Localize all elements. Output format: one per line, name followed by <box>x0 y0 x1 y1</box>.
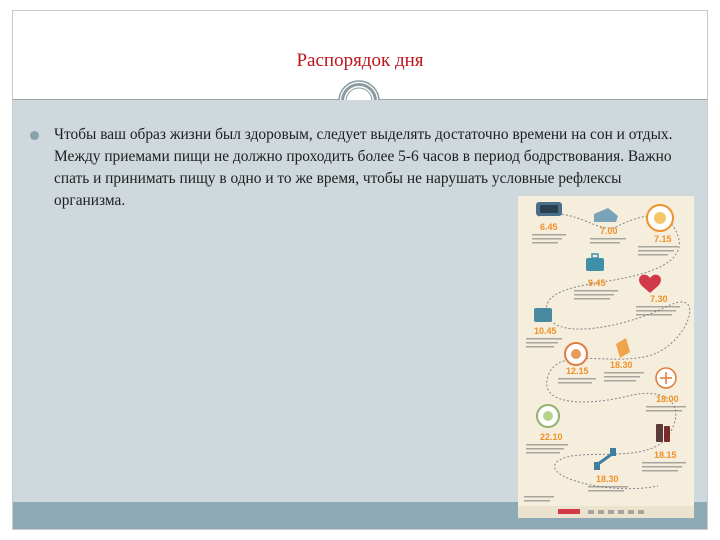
briefcase-icon <box>586 254 604 271</box>
time-label: 9.45 <box>588 278 606 288</box>
time-label: 7.30 <box>650 294 668 304</box>
caption-text-lines <box>524 234 686 502</box>
slide-title: Распорядок дня <box>296 50 424 71</box>
heart-icon <box>639 275 661 293</box>
logo-mark <box>558 509 580 514</box>
dinner-plate-icon <box>537 405 559 427</box>
time-label: 7.00 <box>600 226 618 236</box>
infographic-graphics <box>518 196 694 518</box>
breakfast-plate-icon <box>647 205 673 231</box>
time-label: 18.30 <box>610 360 633 370</box>
time-label: 18.15 <box>654 450 677 460</box>
daily-routine-infographic <box>518 196 694 518</box>
alarm-clock-icon <box>536 202 562 216</box>
sports-icon <box>656 368 676 388</box>
time-label: 10.45 <box>534 326 557 336</box>
time-label: 12.15 <box>566 366 589 376</box>
infographic-footer <box>518 506 694 518</box>
time-label: 6.45 <box>540 222 558 232</box>
bullet-text: Чтобы ваш образ жизни был здоровым, следует выделять достаточно времени на сон и отдых. Между приемами пищи не должно проходить более 5-6 часов в период бодрствования. Важно спать и принимать пищу в одно и то же время, чтобы не нарушать условные рефлексы организма. <box>54 126 673 209</box>
dumbbell-icon <box>594 448 616 470</box>
snack-icon <box>616 338 630 358</box>
wine-bottle-icon <box>656 424 670 442</box>
bag-icon <box>534 308 552 322</box>
time-label: 22.10 <box>540 432 563 442</box>
time-label: 18.00 <box>656 394 679 404</box>
sneaker-icon <box>594 208 618 222</box>
time-label: 7.15 <box>654 234 672 244</box>
bullet-dot-icon <box>30 131 39 140</box>
lunch-bowl-icon <box>565 343 587 365</box>
time-label: 18.30 <box>596 474 619 484</box>
